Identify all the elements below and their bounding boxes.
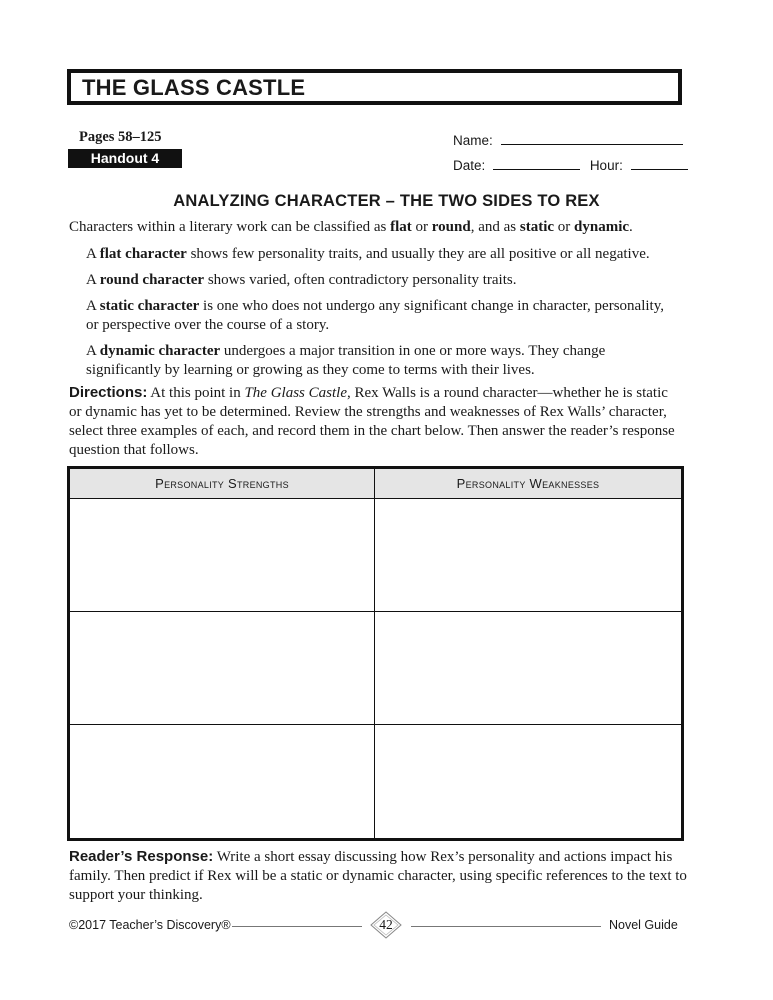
date-line[interactable]: [493, 155, 580, 170]
title-banner: [67, 69, 682, 105]
page-title: THE GLASS CASTLE: [82, 75, 306, 100]
chart-header-strengths: Personality Strengths: [70, 469, 375, 499]
page-number: 42: [370, 911, 402, 939]
weakness-cell[interactable]: [375, 612, 681, 725]
directions-label: Directions:: [69, 384, 148, 401]
name-label: Name:: [453, 133, 493, 148]
directions-paragraph: Directions: At this point in The Glass Castle, Rex Walls is a round character—whether he is static or dynamic has yet to be determined. Review the strengths and weaknesses of Rex Walls’ character, select three examples of each, and record them in the chart below. Then answer the reader’s response question that follows.: [69, 384, 675, 458]
name-line[interactable]: [501, 130, 683, 145]
readers-response-paragraph: Reader’s Response: Write a short essay discussing how Rex’s personality and actions impact his family. Then predict if Rex will be a static or dynamic character, using specific references to the text to support your thinking.: [69, 848, 687, 903]
date-hour-field[interactable]: [453, 155, 688, 173]
footer-rule-left: [232, 926, 362, 927]
name-field[interactable]: [453, 130, 683, 148]
definition-round: A round character shows varied, often contradictory personality traits.: [86, 272, 517, 288]
strength-cell[interactable]: [70, 499, 375, 612]
footer-copyright: ©2017 Teacher’s Discovery®: [69, 918, 231, 932]
hour-label: Hour:: [589, 158, 623, 173]
pages-range: Pages 58–125: [79, 129, 162, 145]
date-label: Date:: [453, 158, 486, 173]
handout-badge: Handout 4: [68, 149, 182, 168]
character-chart: [67, 466, 684, 841]
hour-line[interactable]: [631, 155, 688, 170]
strength-cell[interactable]: [70, 612, 375, 725]
intro-paragraph: Characters within a literary work can be classified as flat or round, and as static or dynamic.: [69, 219, 633, 235]
definition-flat: A flat character shows few personality traits, and usually they are all positive or all negative.: [86, 246, 650, 262]
chart-header-weaknesses: Personality Weaknesses: [375, 469, 681, 499]
footer-rule-right: [411, 926, 601, 927]
strength-cell[interactable]: [70, 725, 375, 838]
definition-dynamic: A dynamic character undergoes a major transition in one or more ways. They change significantly by learning or growing as they come to terms with their lives.: [86, 343, 606, 378]
weakness-cell[interactable]: [375, 499, 681, 612]
response-label: Reader’s Response:: [69, 848, 214, 865]
weakness-cell[interactable]: [375, 725, 681, 838]
footer-guide: Novel Guide: [609, 918, 678, 932]
definition-static: A static character is one who does not undergo any significant change in character, personality, or perspective over the course of a story.: [86, 298, 664, 333]
section-heading: ANALYZING CHARACTER – THE TWO SIDES TO REX: [173, 192, 600, 210]
